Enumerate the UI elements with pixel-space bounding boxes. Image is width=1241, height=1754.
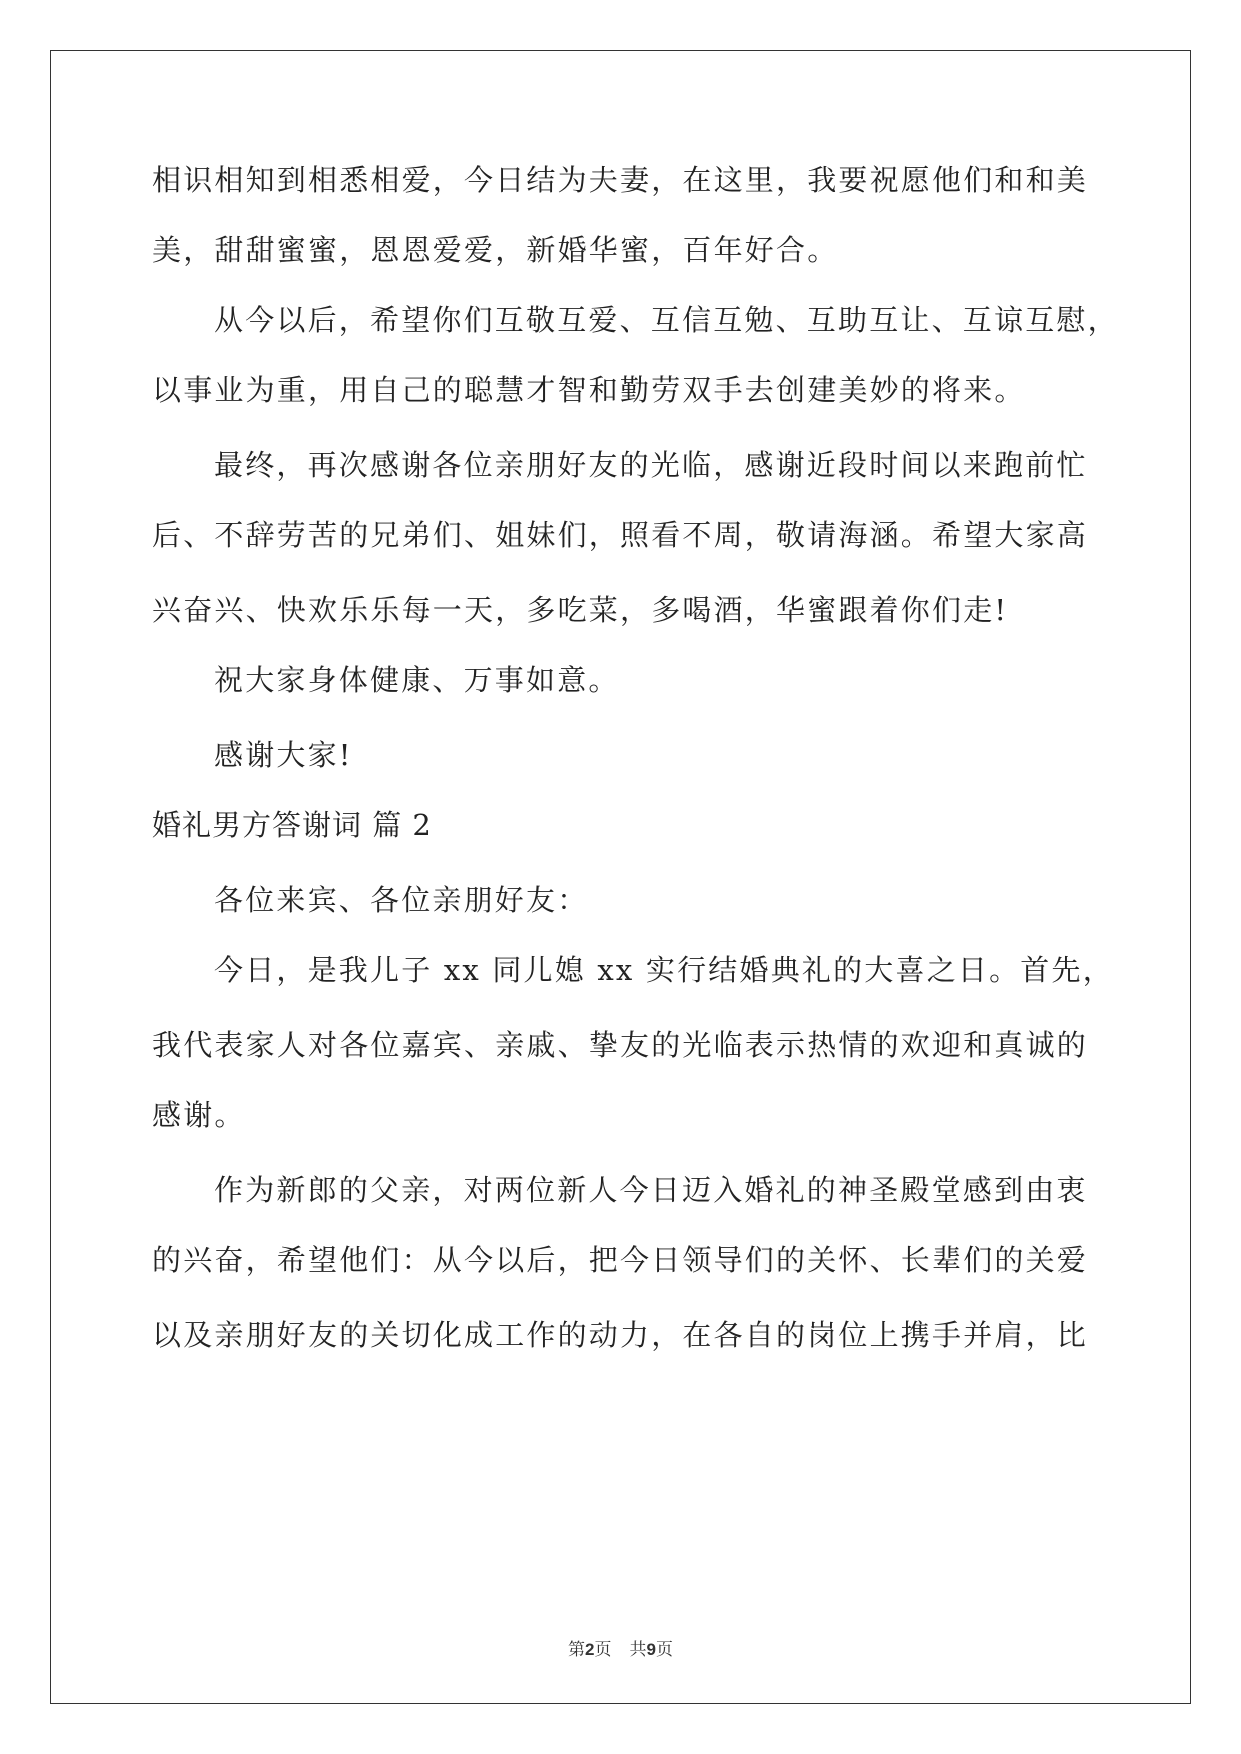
text-line: 以事业为重，用自己的聪慧才智和勤劳双手去创建美妙的将来。 [152,373,1026,407]
text-line: 后、不辞劳苦的兄弟们、姐妹们，照看不周，敬请海涵。希望大家高 [152,518,1089,552]
section-heading: 婚礼男方答谢词 篇 2 [152,808,432,842]
text-line: 美，甜甜蜜蜜，恩恩爱爱，新婚华蜜，百年好合。 [152,233,839,267]
total-suffix: 页 [655,1640,673,1660]
text-line: 今日，是我儿子 xx 同儿媳 xx 实行结婚典礼的大喜之日。首先， [214,953,1114,987]
page-number: 2 [585,1640,595,1659]
text-line: 我代表家人对各位嘉宾、亲戚、挚友的光临表示热情的欢迎和真诚的 [152,1028,1089,1062]
text-line: 的兴奋，希望他们：从今以后，把今日领导们的关怀、长辈们的关爱 [152,1243,1089,1277]
text-line: 从今以后，希望你们互敬互爱、互信互勉、互助互让、互谅互慰， [214,303,1119,337]
total-prefix: 共 [629,1640,647,1660]
text-line: 祝大家身体健康、万事如意。 [214,663,620,697]
text-line: 感谢。 [152,1098,246,1132]
page-prefix: 第 [568,1640,586,1660]
text-line: 各位来宾、各位亲朋好友： [214,883,589,917]
text-line: 相识相知到相悉相爱，今日结为夫妻，在这里，我要祝愿他们和和美 [152,163,1089,197]
text-line: 最终，再次感谢各位亲朋好友的光临，感谢近段时间以来跑前忙 [214,448,1088,482]
text-line: 以及亲朋好友的关切化成工作的动力，在各自的岗位上携手并肩，比 [152,1318,1089,1352]
page-suffix: 页 [594,1640,612,1660]
total-pages: 9 [646,1640,656,1659]
text-line: 感谢大家! [214,738,353,772]
page-footer [0,1638,1241,1662]
page-border [50,50,1191,1704]
text-line: 兴奋兴、快欢乐乐每一天，多吃菜，多喝酒，华蜜跟着你们走! [152,593,1009,627]
text-line: 作为新郎的父亲，对两位新人今日迈入婚礼的神圣殿堂感到由衷 [214,1173,1088,1207]
